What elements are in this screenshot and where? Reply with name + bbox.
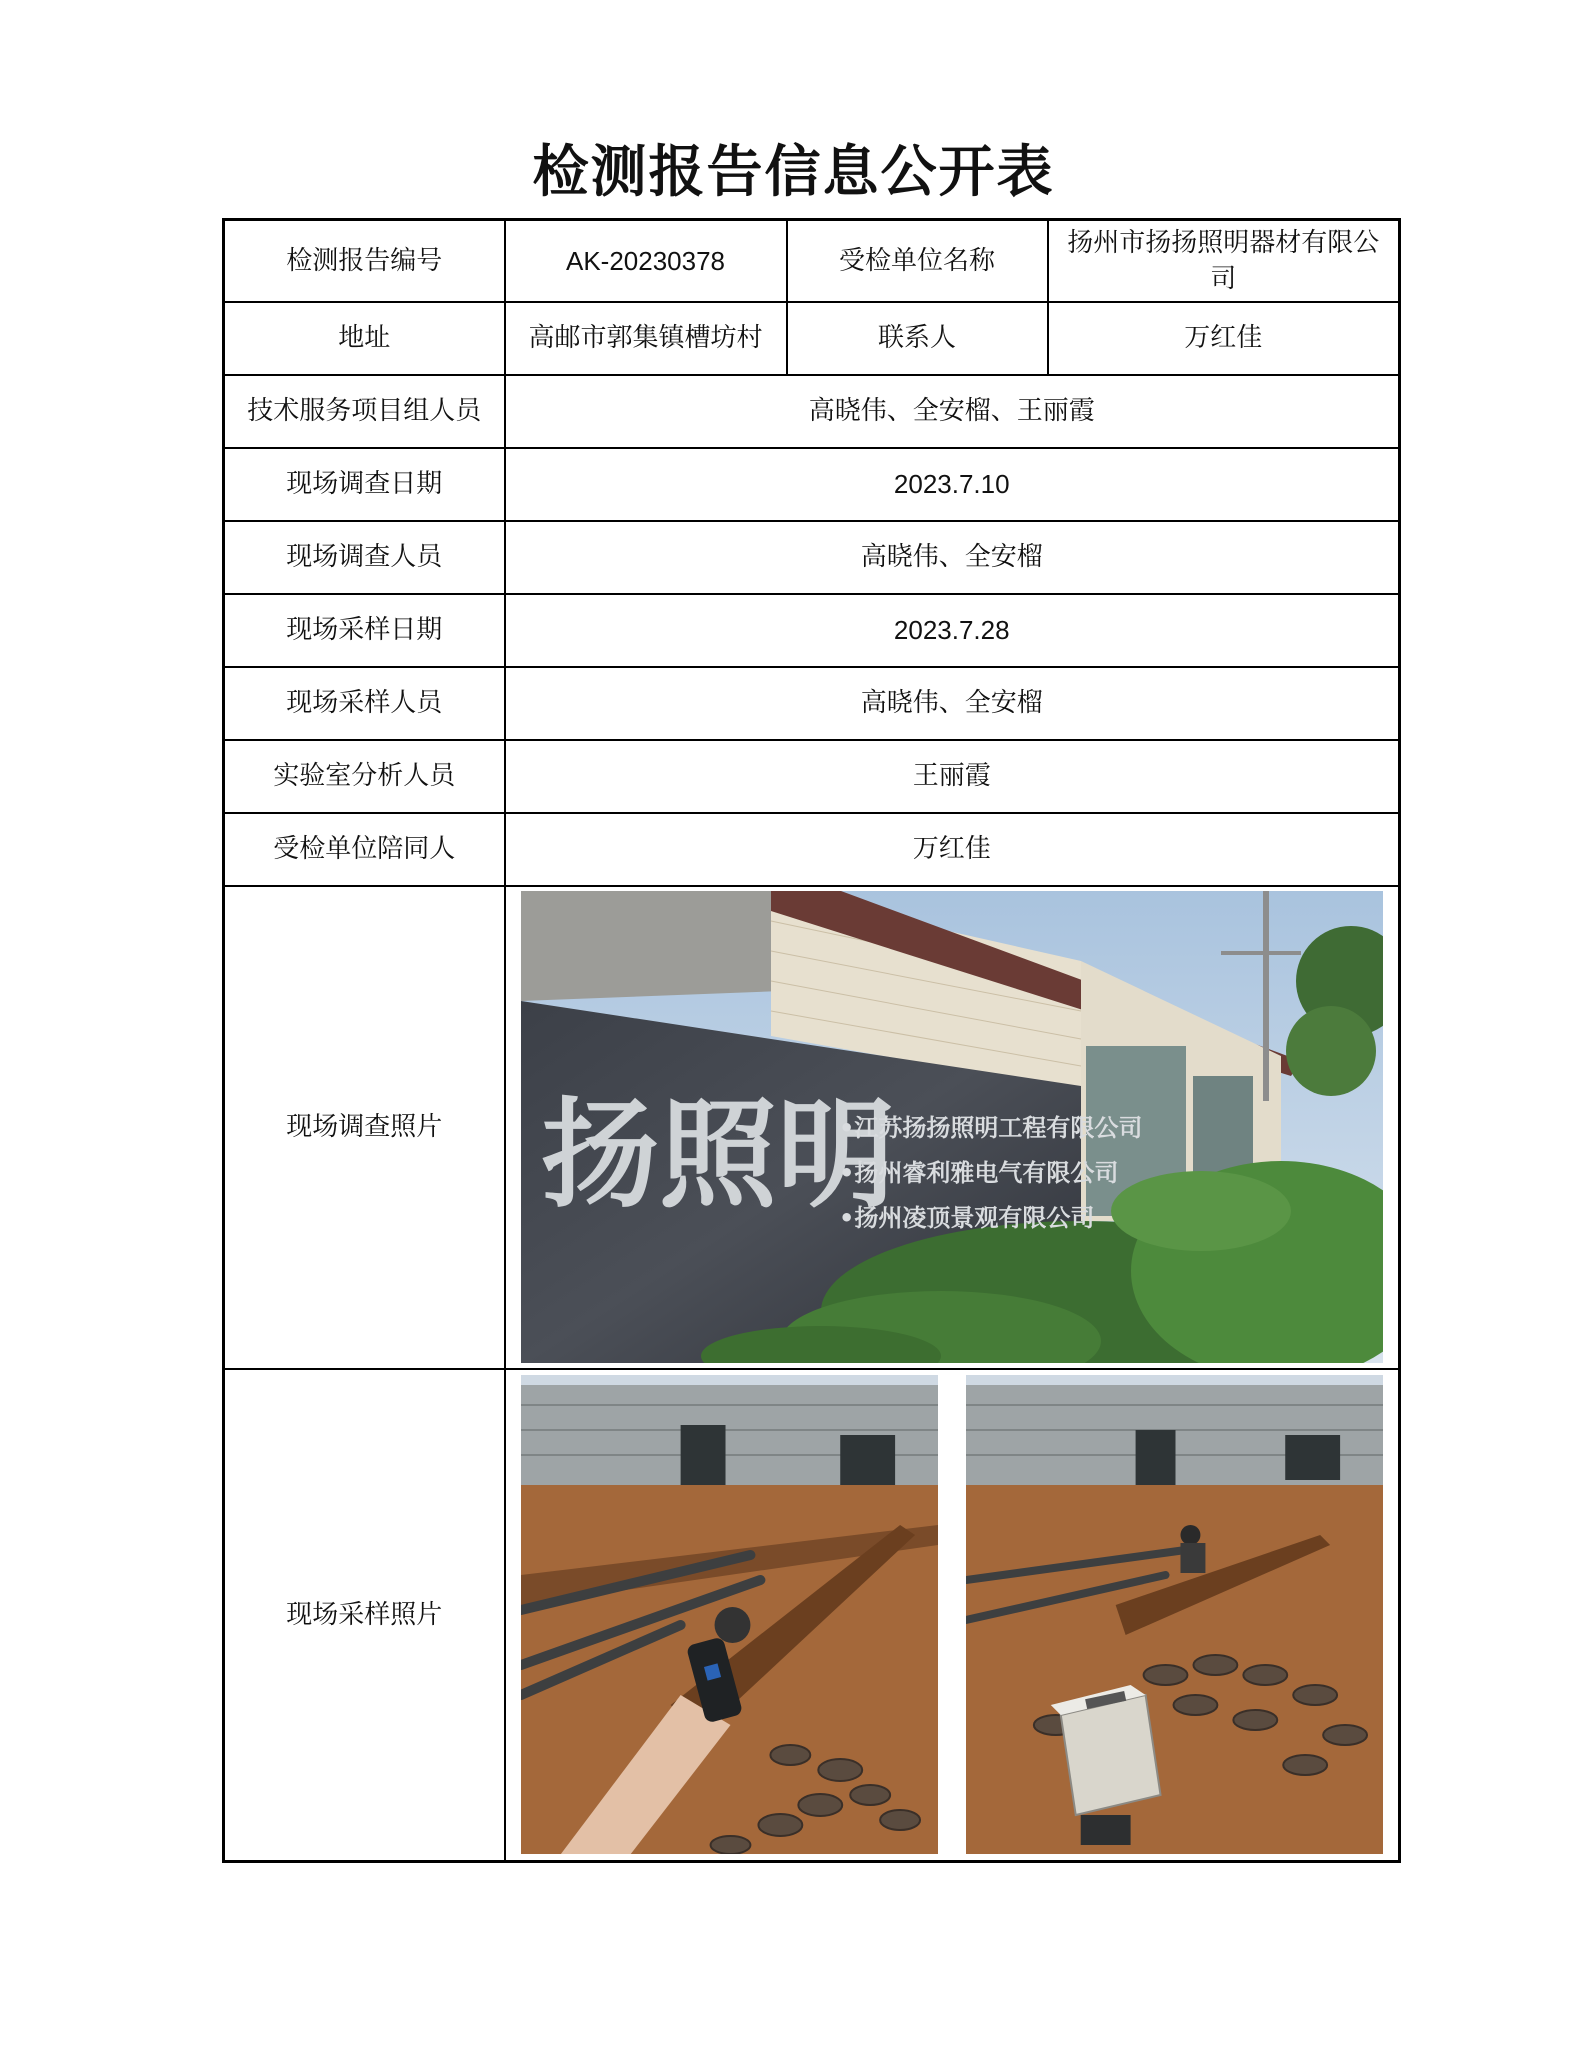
survey-staff-label: 现场调查人员 <box>224 521 505 594</box>
escort-value: 万红佳 <box>505 813 1400 886</box>
survey-photo-label: 现场调查照片 <box>224 886 505 1369</box>
table-row <box>224 813 1400 886</box>
contact-label: 联系人 <box>787 302 1048 375</box>
sampling-staff-value: 高晓伟、全安榴 <box>505 667 1400 740</box>
escort-label: 受检单位陪同人 <box>224 813 505 886</box>
address-value: 高邮市郭集镇槽坊村 <box>505 302 787 375</box>
table-row <box>224 667 1400 740</box>
sampling-photo-right <box>966 1375 1383 1854</box>
survey-sign-line-1: •江苏扬扬照明工程有限公司 <box>838 1114 1143 1142</box>
survey-photo-image <box>521 891 1383 1363</box>
sampling-photo-left-image <box>521 1375 938 1854</box>
sampling-date-label: 现场采样日期 <box>224 594 505 667</box>
survey-photo-cell <box>505 886 1400 1369</box>
table-row <box>224 521 1400 594</box>
table-row <box>224 220 1400 302</box>
unit-name-label: 受检单位名称 <box>787 220 1048 302</box>
survey-sign-big: 扬照明 <box>540 1086 895 1224</box>
address-label: 地址 <box>224 302 505 375</box>
survey-sign-line-2: •扬州睿利雅电气有限公司 <box>838 1159 1119 1187</box>
sampling-date-value: 2023.7.28 <box>505 594 1400 667</box>
team-label: 技术服务项目组人员 <box>224 375 505 448</box>
lab-staff-value: 王丽霞 <box>505 740 1400 813</box>
table-row <box>224 448 1400 521</box>
sampling-photo-pair <box>521 1375 1383 1854</box>
contact-value: 万红佳 <box>1048 302 1400 375</box>
report-number-label: 检测报告编号 <box>224 220 505 302</box>
table-row <box>224 886 1400 1369</box>
table-row <box>224 740 1400 813</box>
sampling-photo-left <box>521 1375 938 1854</box>
sampling-photo-right-image <box>966 1375 1383 1854</box>
table-row <box>224 375 1400 448</box>
table-row <box>224 302 1400 375</box>
survey-sign-line-3: •扬州凌顶景观有限公司 <box>838 1204 1095 1232</box>
info-table <box>222 218 1401 1863</box>
team-value: 高晓伟、全安榴、王丽霞 <box>505 375 1400 448</box>
sampling-staff-label: 现场采样人员 <box>224 667 505 740</box>
unit-name-value: 扬州市扬扬照明器材有限公司 <box>1048 220 1400 302</box>
lab-staff-label: 实验室分析人员 <box>224 740 505 813</box>
survey-date-label: 现场调查日期 <box>224 448 505 521</box>
table-row <box>224 1369 1400 1862</box>
sampling-photo-cell <box>505 1369 1400 1862</box>
table-row <box>224 594 1400 667</box>
report-number-value: AK-20230378 <box>505 220 787 302</box>
sampling-photo-label: 现场采样照片 <box>224 1369 505 1862</box>
survey-staff-value: 高晓伟、全安榴 <box>505 521 1400 594</box>
survey-photo <box>521 891 1383 1363</box>
survey-date-value: 2023.7.10 <box>505 448 1400 521</box>
page-title: 检测报告信息公开表 <box>532 140 1055 205</box>
